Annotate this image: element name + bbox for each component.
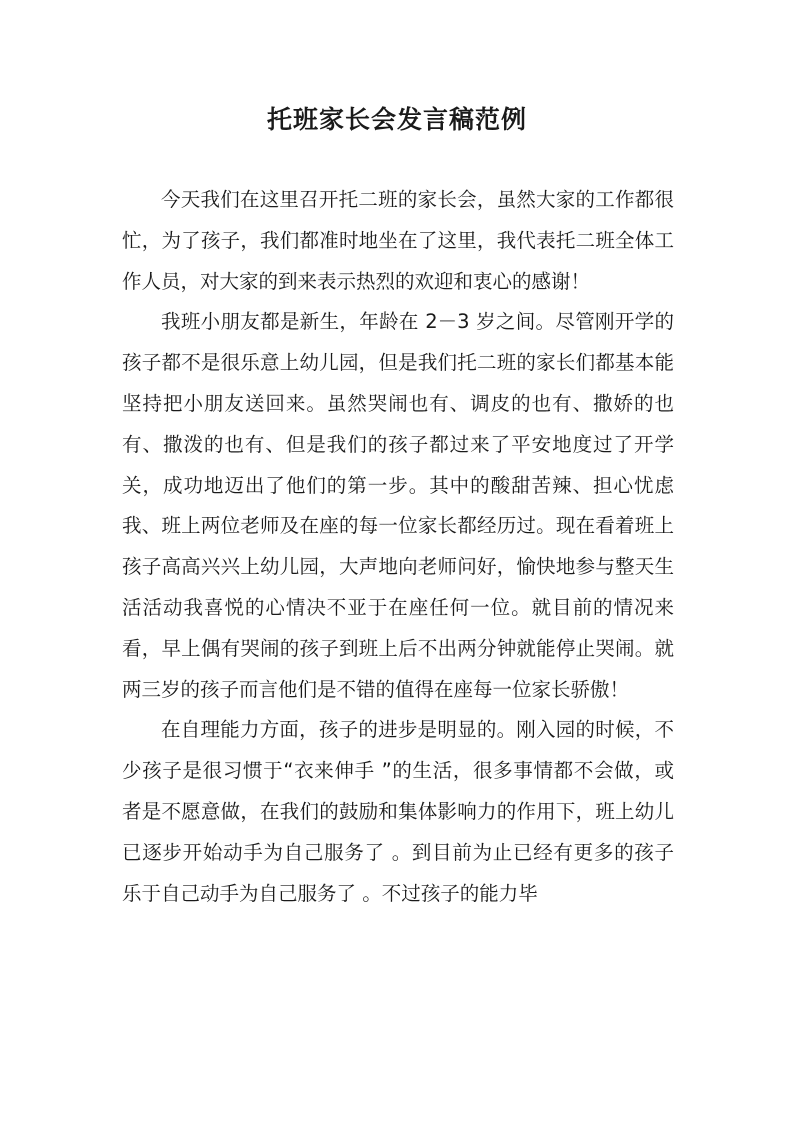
paragraph-3: 在自理能力方面，孩子的进步是明显的。刚入园的时候，不少孩子是很习惯于“衣来伸手 ”的生活，很多事情都不会做，或者是不愿意做，在我们的鼓励和集体影响力的作用下，班上幼儿已逐步开始动手为自己服务了 。到目前为止已经有更多的孩子乐于自己动手为自己服务了 。不过孩子的能力毕: [122, 718, 674, 905]
paragraph-1: 今天我们在这里召开托二班的家长会，虽然大家的工作都很忙，为了孩子，我们都准时地坐在了这里，我代表托二班全体工作人员，对大家的到来表示热烈的欢迎和衷心的感谢！: [122, 188, 674, 293]
paragraph-2: 我班小朋友都是新生，年龄在 2－3 岁之间。尽管刚开学的孩子都不是很乐意上幼儿园，但是我们托二班的家长们都基本能坚持把小朋友送回来。虽然哭闹也有、调皮的也有、撒娇的也有、撒泼的也有、但是我们的孩子都过来了平安地度过了开学关，成功地迈出了他们的第一步。其中的酸甜苦辣、担心忧虑我、班上两位老师及在座的每一位家长都经历过。现在看着班上孩子高高兴兴上幼儿园，大声地向老师问好，愉快地参与整天生活活动我喜悦的心情决不亚于在座任何一位。就目前的情况来看，早上偶有哭闹的孩子到班上后不出两分钟就能停止哭闹。就两三岁的孩子而言他们是不错的值得在座每一位家长骄傲！: [122, 310, 674, 701]
document-body: [122, 180, 674, 914]
document-title: 托班家长会发言稿范例: [266, 105, 527, 134]
